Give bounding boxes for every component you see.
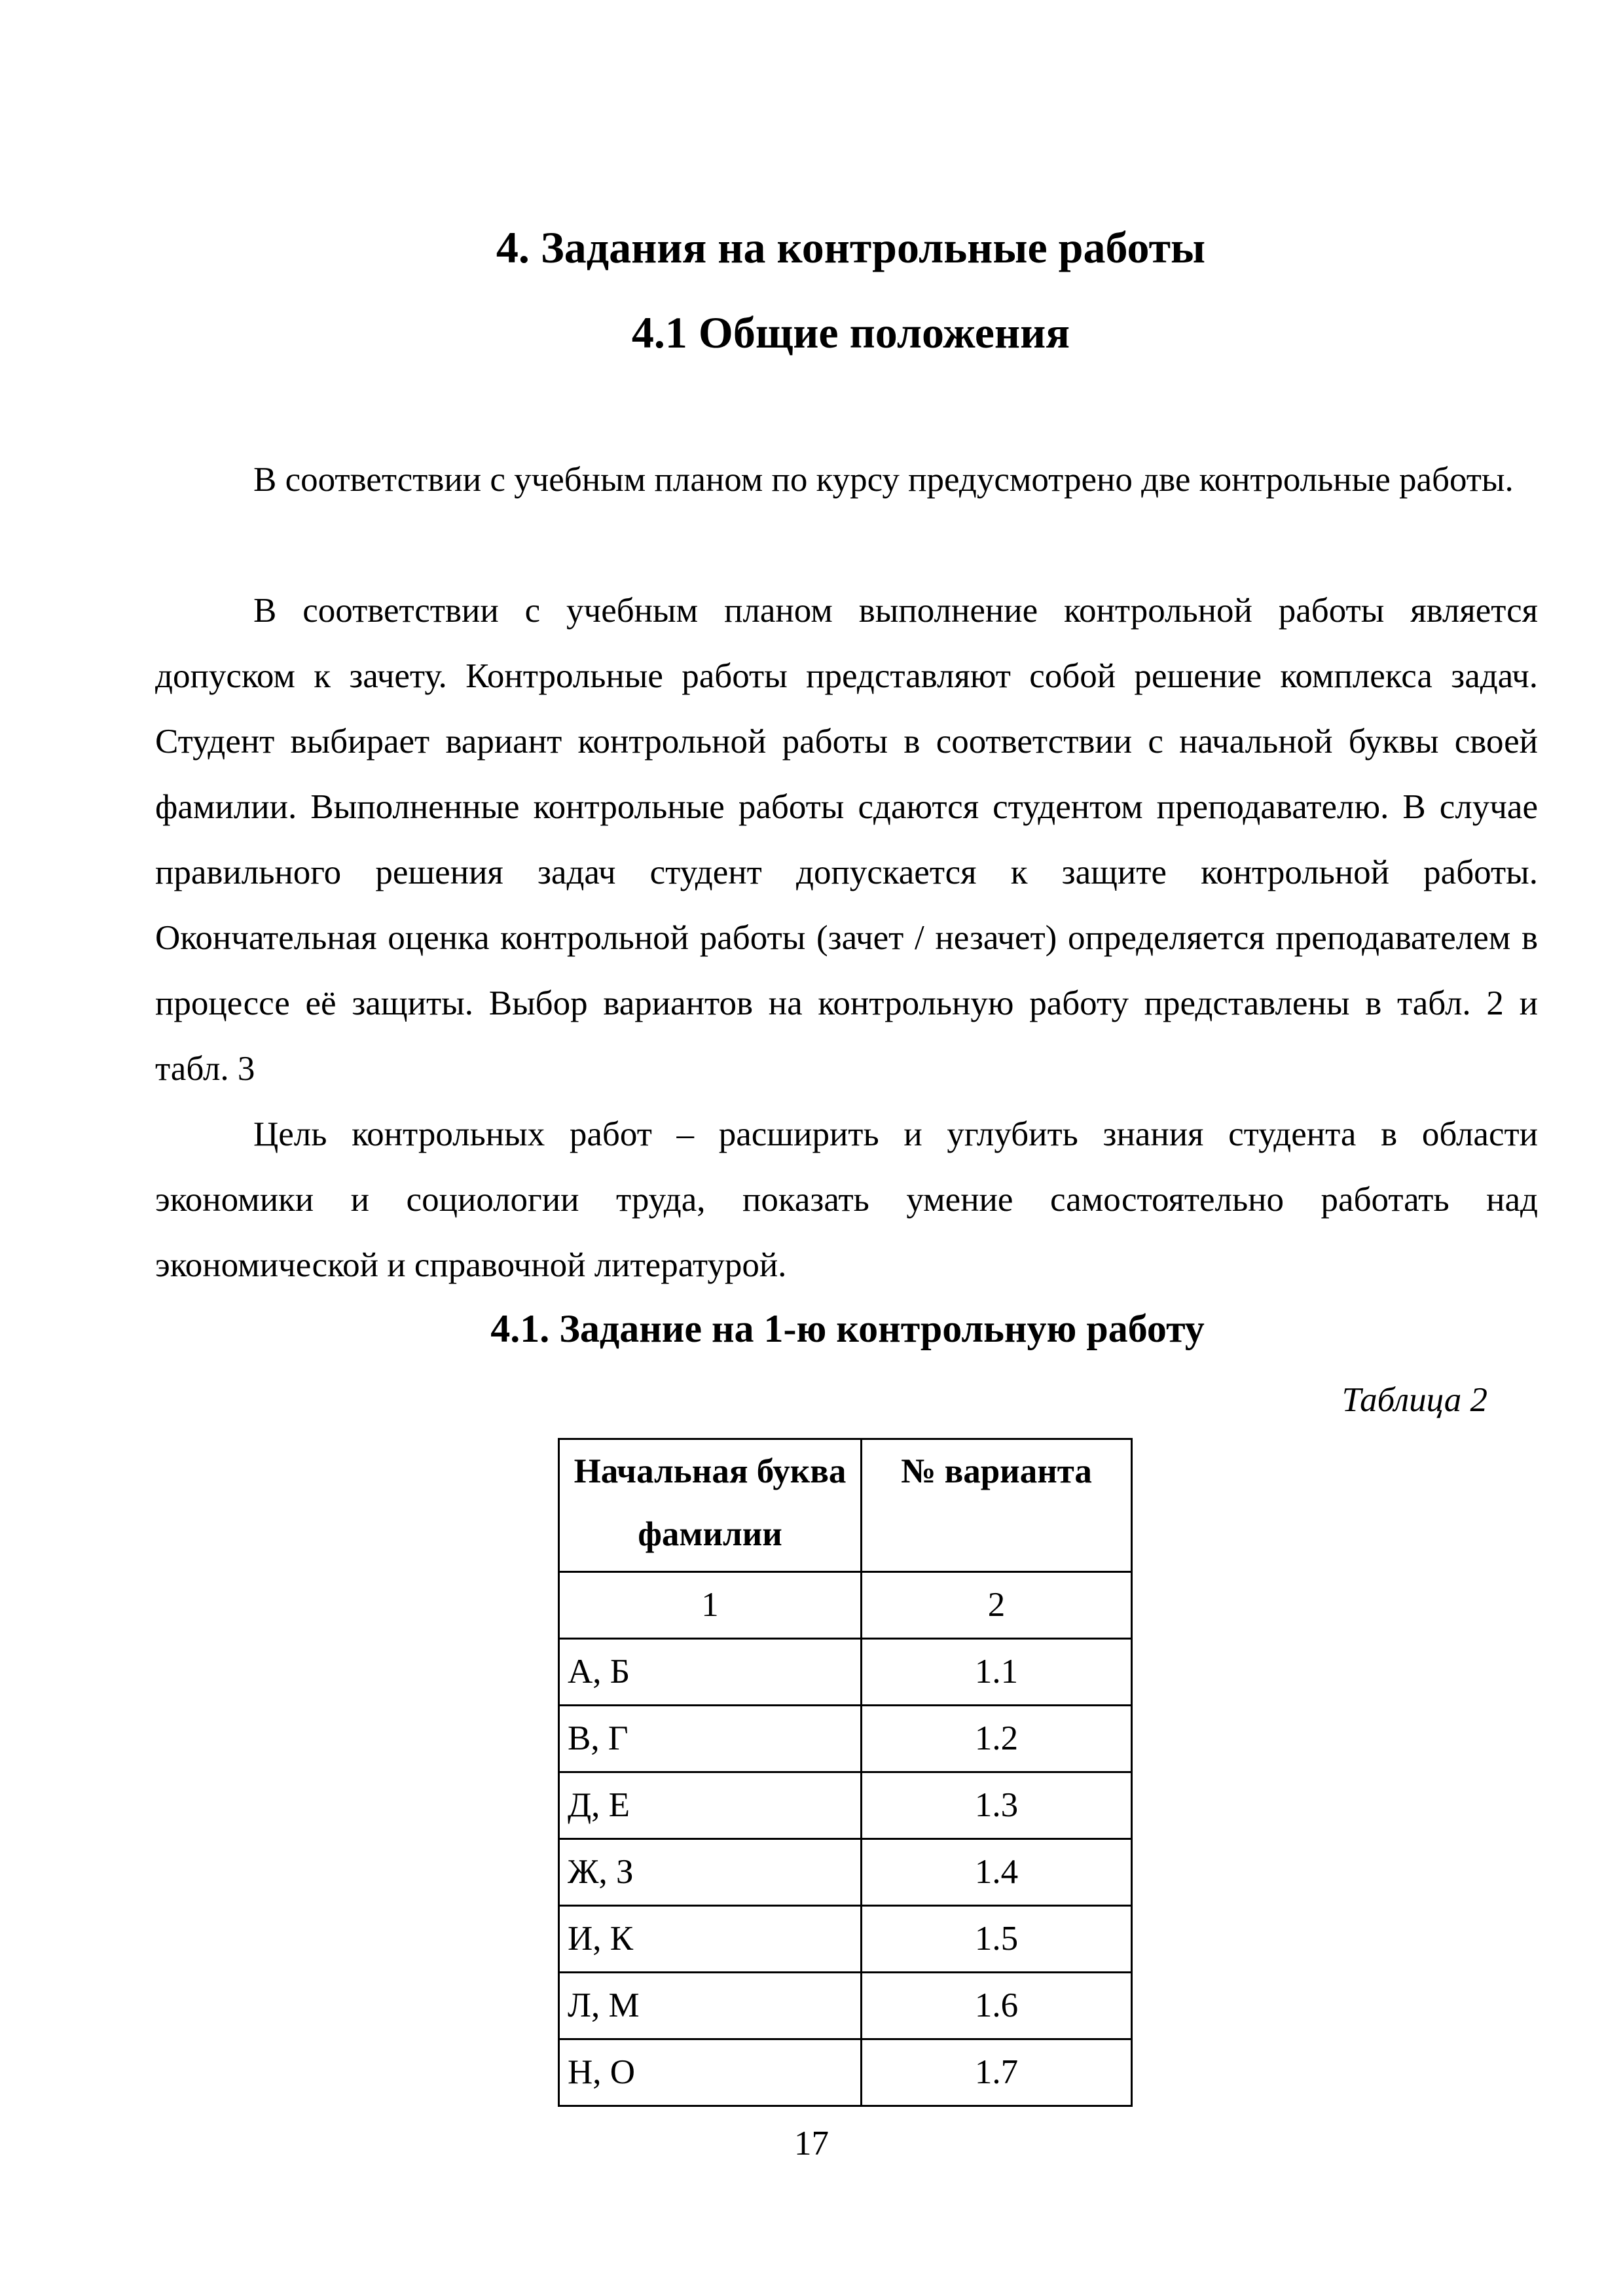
table-row <box>559 1906 1132 1973</box>
variant-cell: 1.6 <box>862 1973 1132 2039</box>
variant-cell: 1.5 <box>862 1906 1132 1973</box>
variant-cell: 1.7 <box>862 2039 1132 2106</box>
variants-table <box>558 1438 1133 2107</box>
header-variant-number: № варианта <box>862 1439 1132 1572</box>
table-row <box>559 1639 1132 1706</box>
table-caption: Таблица 2 <box>1341 1381 1487 1419</box>
paragraph-3: Цель контрольных работ – расширить и углубить знания студента в области экономики и социологии труда, показать умение самостоятельно работать над экономической и справочной литературой. <box>155 1115 1538 1284</box>
table-row <box>559 1839 1132 1906</box>
variant-cell: 1.1 <box>862 1639 1132 1706</box>
table-row <box>559 1772 1132 1839</box>
column-number-2: 2 <box>862 1572 1132 1639</box>
page-number: 17 <box>794 2125 829 2162</box>
table-row <box>559 2039 1132 2106</box>
paragraph-2: В соответствии с учебным планом выполнение контрольной работы является допуском к зачету. Контрольные работы представляют собой решение комплекса задач. Студент выбирает вариант контрольной работы в соответствии с начальной буквы своей фамилии. Выполненные контрольные работы сдаются студентом преподавателю. В случае правильного решения задач студент допускается к защите контрольной работы. Окончательная оценка контрольной работы (зачет / незачет) определяется преподавателем в процессе её защиты. Выбор вариантов на контрольную работу представлены в табл. 2 и табл. 3 <box>155 592 1538 1088</box>
letters-cell: Ж, З <box>559 1839 862 1906</box>
variant-cell: 1.4 <box>862 1839 1132 1906</box>
table-header-row <box>559 1439 1132 1572</box>
table-row <box>559 1973 1132 2039</box>
column-number-1: 1 <box>559 1572 862 1639</box>
letters-cell: Н, О <box>559 2039 862 2106</box>
variant-cell: 1.2 <box>862 1706 1132 1772</box>
letters-cell: А, Б <box>559 1639 862 1706</box>
chapter-title: 4. Задания на контрольные работы <box>496 223 1206 272</box>
table-row <box>559 1706 1132 1772</box>
column-number-row <box>559 1572 1132 1639</box>
paragraph-1: В соответствии с учебным планом по курсу предусмотрено две контрольные работы. <box>253 461 1514 499</box>
letters-cell: Д, Е <box>559 1772 862 1839</box>
letters-cell: В, Г <box>559 1706 862 1772</box>
section-title: 4.1 Общие положения <box>631 308 1070 357</box>
letters-cell: Л, М <box>559 1973 862 2039</box>
subsection-title: 4.1. Задание на 1-ю контрольную работу <box>490 1307 1205 1350</box>
header-surname-letter: Начальная буква фамилии <box>559 1439 862 1572</box>
letters-cell: И, К <box>559 1906 862 1973</box>
variant-cell: 1.3 <box>862 1772 1132 1839</box>
